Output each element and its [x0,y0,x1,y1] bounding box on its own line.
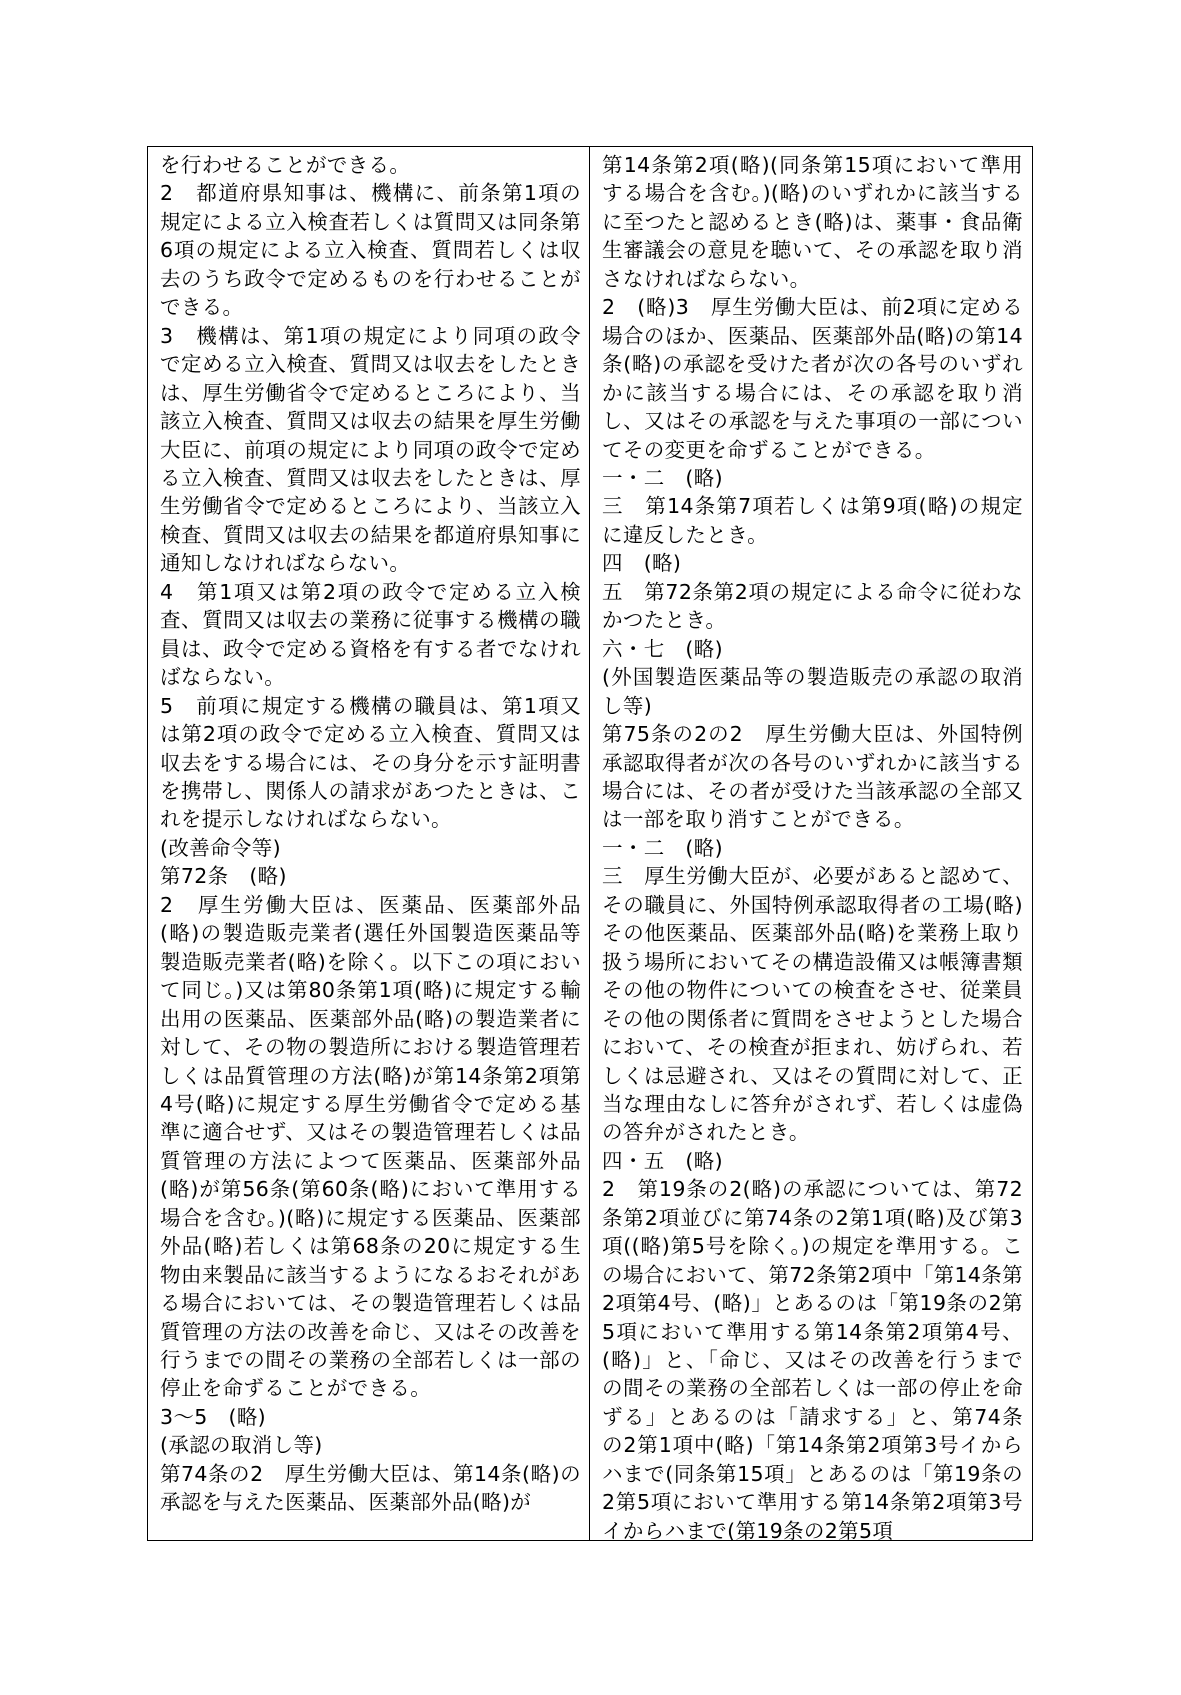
left-paragraph: 4 第1項又は第2項の政令で定める立入検査、質問又は収去の業務に従事する機構の職員は、政令で定める資格を有する者でなければならない。 [160,579,581,690]
left-paragraph: 3～5 (略) [160,1404,267,1429]
left-paragraph: 5 前項に規定する機構の職員は、第1項又は第2項の政令で定める立入検査、質問又は収去をする場合には、その身分を示す証明書を携帯し、関係人の請求があつたときは、これを提示しなければならない。 [160,693,581,832]
left-paragraph: 3 機構は、第1項の規定により同項の政令で定める立入検査、質問又は収去をしたときは、厚生労働省令で定めるところにより、当該立入検査、質問又は収去の結果を厚生労働大臣に、前項の規定により同項の政令で定める立入検査、質問又は収去をしたときは、厚生労働省令で定めるところにより、当該立入検査、質問又は収去の結果を都道府県知事に通知しなければならない。 [160,323,581,576]
right-paragraph: 第14条第2項(略)(同条第15項において準用する場合を含む。)(略)のいずれかに該当するに至つたと認めるとき(略)は、薬事・食品衛生審議会の意見を聴いて、その承認を取り消さなければならない。 [602,153,1023,291]
right-item: 三 第14条第7項若しくは第9項(略)の規定に違反したとき。 [602,494,1023,547]
comparison-table [147,146,1033,1541]
right-paragraph: 2 (略)3 厚生労働大臣は、前2項に定める場合のほか、医薬品、医薬部外品(略)の第14条(略)の承認を受けた者が次の各号のいずれかに該当する場合には、その承認を取り消し、又はその承認を与えた事項の一部についてその変更を命ずることができる。 [602,295,1023,462]
right-column [590,147,1031,1540]
right-section-heading: (外国製造医薬品等の製造販売の承認の取消し等) [602,665,1023,718]
left-section-heading: (承認の取消し等) [160,1433,323,1458]
left-paragraph: 2 都道府県知事は、機構に、前条第1項の規定による立入検査若しくは質問又は同条第6項の規定による立入検査、質問若しくは収去のうち政令で定めるものを行わせることができる。 [160,181,581,320]
left-paragraph: 第74条の2 厚生労働大臣は、第14条(略)の承認を与えた医薬品、医薬部外品(略)が [160,1461,581,1515]
left-section-heading: (改善命令等) [160,835,281,860]
right-item: 一・二 (略) [602,835,723,860]
right-item: 六・七 (略) [602,636,723,661]
right-item: 四・五 (略) [602,1148,723,1173]
right-item: 五 第72条第2項の規定による命令に従わなかつたとき。 [602,579,1023,633]
right-item: 一・二 (略) [602,465,723,490]
left-column [148,147,590,1540]
right-paragraph: 第75条の2の2 厚生労働大臣は、外国特例承認取得者が次の各号のいずれかに該当する場合には、その者が受けた当該承認の全部又は一部を取り消すことができる。 [602,722,1023,832]
left-article-heading: 第72条 (略) [160,864,287,889]
left-paragraph: 2 厚生労働大臣は、医薬品、医薬部外品(略)の製造販売業者(選任外国製造医薬品等製造販売業者(略)を除く。以下この項において同じ。)又は第80条第1項(略)に規定する輸出用の医薬品、医薬部外品(略)の製造業者に対して、その物の製造所における製造管理若しくは品質管理の方法(略)が第14条第2項第4号(略)に規定する厚生労働省令で定める基準に適合せず、又はその製造管理若しくは品質管理の方法によつて医薬品、医薬部外品(略)が第56条(第60条(略)において準用する場合を含む。)(略)に規定する医薬品、医薬部外品(略)若しくは第68条の20に規定する生物由来製品に該当するようになるおそれがある場合においては、その製造管理若しくは品質管理の方法の改善を命じ、又はその改善を行うまでの間その業務の全部若しくは一部の停止を命ずることができる。 [160,892,581,1401]
left-paragraph: を行わせることができる。 [160,153,411,177]
right-item: 四 (略) [602,551,682,576]
right-paragraph: 2 第19条の2(略)の承認については、第72条第2項並びに第74条の2第1項(略)及び第3項((略)第5号を除く。)の規定を準用する。この場合において、第72条第2項中「第14条第2項第4号、(略)」とあるのは「第19条の2第5項において準用する第14条第2項第4号、(略)」と、「命じ、又はその改善を行うまでの間その業務の全部若しくは一部の停止を命ずる」とあるのは「請求する」と、第74条の2第1項中(略)「第14条第2項第3号イからハまで(同条第15項」とあるのは「第19条の2第5項において準用する第14条第2項第3号イからハまで(第19条の2第5項 [602,1177,1024,1540]
right-item: 三 厚生労働大臣が、必要があると認めて、その職員に、外国特例承認取得者の工場(略)その他医薬品、医薬部外品(略)を業務上取り扱う場所においてその構造設備又は帳簿書類その他の物件についての検査をさせ、従業員その他の関係者に質問をさせようとした場合において、その検査が拒まれ、妨げられ、若しくは忌避され、又はその質問に対して、正当な理由なしに答弁がされず、若しくは虚偽の答弁がされたとき。 [602,864,1023,1145]
